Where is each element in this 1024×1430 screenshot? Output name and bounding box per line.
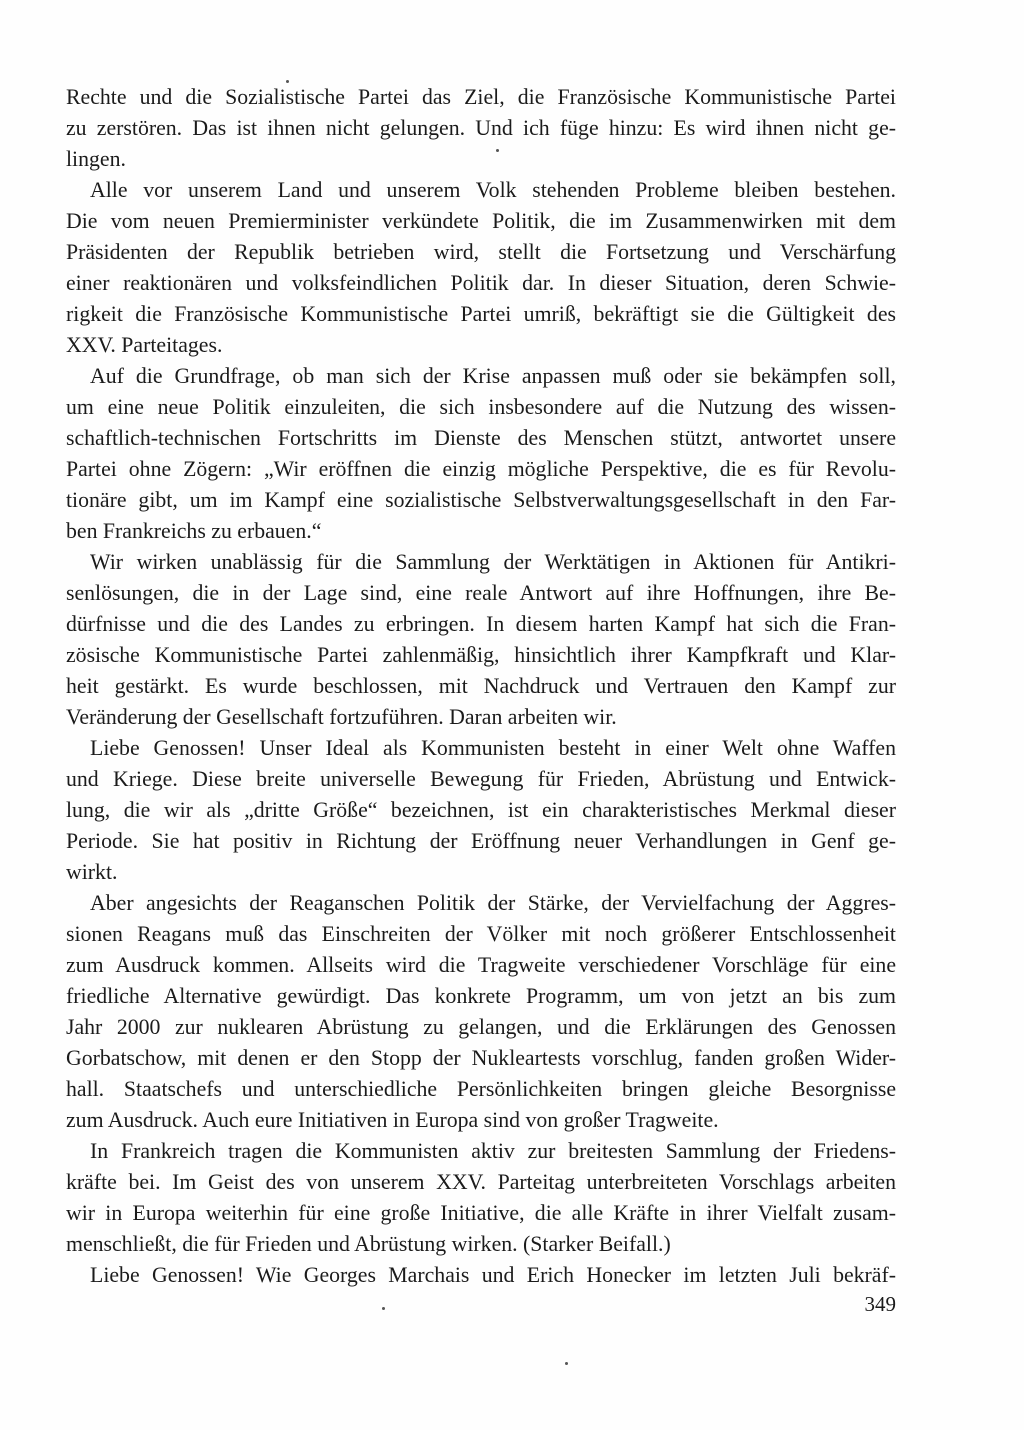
text-line: zum Ausdruck. Auch eure Initiativen in Europa sind von großer Tragweite. <box>66 1108 719 1132</box>
text-line: senlösungen, die in der Lage sind, eine reale Antwort auf ihre Hoffnungen, ihre Be- <box>66 581 896 605</box>
text-line: Partei ohne Zögern: „Wir eröffnen die einzig mögliche Perspektive, die es für Revolu- <box>66 457 896 481</box>
text-line: Periode. Sie hat positiv in Richtung der Eröffnung neuer Verhandlungen in Genf ge- <box>66 829 896 853</box>
text-line: um eine neue Politik einzuleiten, die sich insbesondere auf die Nutzung des wissen- <box>66 395 896 419</box>
page-number: 349 <box>864 1292 896 1316</box>
text-line: kräfte bei. Im Geist des von unserem XXV. Parteitag unterbreiteten Vorschlags arbeiten <box>66 1170 896 1194</box>
text-line: Auf die Grundfrage, ob man sich der Krise anpassen muß oder sie bekämpfen soll, <box>90 364 896 388</box>
text-line: rigkeit die Französische Kommunistische Partei umriß, bekräftigt sie die Gültigkeit des <box>66 302 896 326</box>
text-line: Präsidenten der Republik betrieben wird, stellt die Fortsetzung und Verschärfung <box>66 240 896 264</box>
text-line: menschließt, die für Frieden und Abrüstung wirken. (Starker Beifall.) <box>66 1232 671 1256</box>
text-line: Liebe Genossen! Unser Ideal als Kommunisten besteht in einer Welt ohne Waffen <box>90 736 896 760</box>
scan-speck <box>286 80 289 83</box>
text-line: Alle vor unserem Land und unserem Volk stehenden Probleme bleiben bestehen. <box>90 178 896 202</box>
text-line: sionen Reagans muß das Einschreiten der Völker mit noch größerer Entschlossenheit <box>66 922 896 946</box>
text-line: zum Ausdruck kommen. Allseits wird die Tragweite verschiedener Vorschläge für eine <box>66 953 896 977</box>
text-line: Gorbatschow, mit denen er den Stopp der Nukleartests vorschlug, fanden großen Wider- <box>66 1046 896 1070</box>
text-line: tionäre gibt, um im Kampf eine sozialistische Selbstverwaltungsgesellschaft in den Far- <box>66 488 896 512</box>
text-line: XXV. Parteitages. <box>66 333 223 357</box>
text-line: zu zerstören. Das ist ihnen nicht gelungen. Und ich füge hinzu: Es wird ihnen nicht ge- <box>66 116 896 140</box>
text-line: dürfnisse und die des Landes zu erbringen. In diesem harten Kampf hat sich die Fran- <box>66 612 896 636</box>
text-line: Jahr 2000 zur nuklearen Abrüstung zu gelangen, und die Erklärungen des Genossen <box>66 1015 896 1039</box>
scan-speck <box>382 1307 385 1310</box>
text-line: einer reaktionären und volksfeindlichen Politik dar. In dieser Situation, deren Schwie- <box>66 271 896 295</box>
text-line: friedliche Alternative gewürdigt. Das konkrete Programm, um von jetzt an bis zum <box>66 984 896 1008</box>
text-line: ben Frankreichs zu erbauen.“ <box>66 519 322 543</box>
scan-speck <box>565 1362 568 1365</box>
scan-speck <box>496 149 499 152</box>
text-line: Die vom neuen Premierminister verkündete Politik, die im Zusammenwirken mit dem <box>66 209 896 233</box>
text-line: heit gestärkt. Es wurde beschlossen, mit Nachdruck und Vertrauen den Kampf zur <box>66 674 896 698</box>
text-line: Liebe Genossen! Wie Georges Marchais und Erich Honecker im letzten Juli bekräf- <box>90 1263 896 1287</box>
text-line: Veränderung der Gesellschaft fortzuführen. Daran arbeiten wir. <box>66 705 617 729</box>
text-line: schaftlich-technischen Fortschritts im Dienste des Menschen stützt, antwortet unsere <box>66 426 896 450</box>
text-line: Wir wirken unablässig für die Sammlung der Werktätigen in Aktionen für Antikri- <box>90 550 896 574</box>
text-line: Rechte und die Sozialistische Partei das Ziel, die Französische Kommunistische Partei <box>66 85 896 109</box>
text-line: wirkt. <box>66 860 118 884</box>
text-line: lingen. <box>66 147 126 171</box>
text-line: lung, die wir als „dritte Größe“ bezeichnen, ist ein charakteristisches Merkmal dieser <box>66 798 896 822</box>
text-line: hall. Staatschefs und unterschiedliche Persönlichkeiten bringen gleiche Besorgnisse <box>66 1077 896 1101</box>
text-line: zösische Kommunistische Partei zahlenmäßig, hinsichtlich ihrer Kampfkraft und Klar- <box>66 643 896 667</box>
text-line: wir in Europa weiterhin für eine große Initiative, die alle Kräfte in ihrer Vielfalt zusam- <box>66 1201 896 1225</box>
text-line: In Frankreich tragen die Kommunisten aktiv zur breitesten Sammlung der Friedens- <box>90 1139 896 1163</box>
text-line: und Kriege. Diese breite universelle Bewegung für Frieden, Abrüstung und Entwick- <box>66 767 896 791</box>
body-text <box>66 82 896 1291</box>
text-line: Aber angesichts der Reaganschen Politik der Stärke, der Vervielfachung der Aggres- <box>90 891 896 915</box>
